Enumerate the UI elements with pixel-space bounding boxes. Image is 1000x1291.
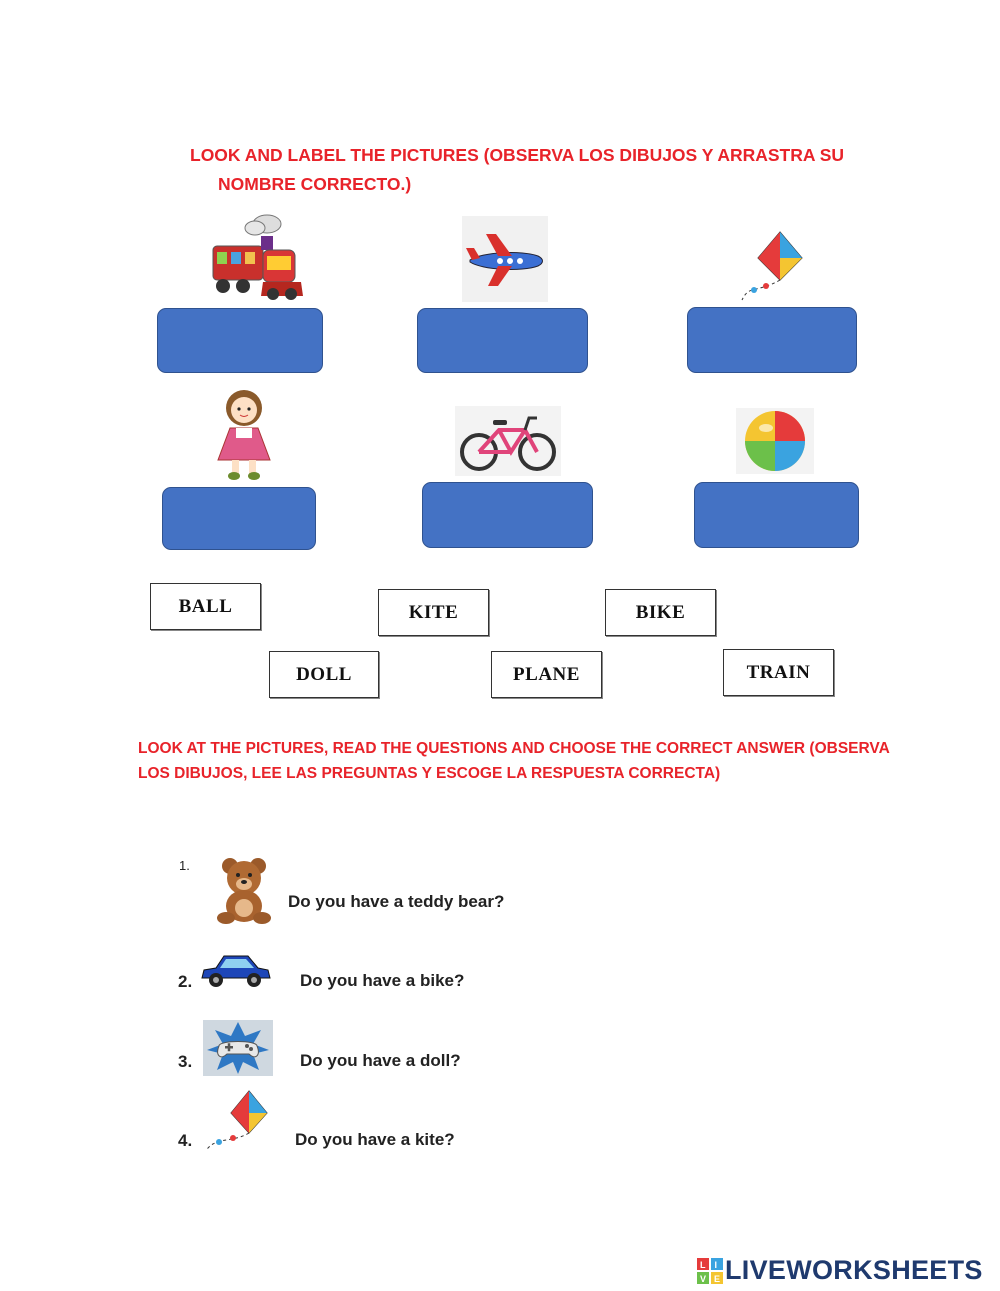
label-drop-box-ball[interactable]: [694, 482, 859, 548]
label-drop-box-kite[interactable]: [687, 307, 857, 373]
bike-icon: [455, 406, 561, 476]
svg-text:I: I: [714, 1260, 718, 1270]
liveworksheets-logo-icon: [697, 1258, 723, 1284]
teddy-bear-icon: [214, 856, 274, 926]
svg-text:E: E: [714, 1274, 721, 1284]
label-drop-box-doll[interactable]: [162, 487, 316, 550]
question-number: 4.: [178, 1131, 193, 1150]
question-text: Do you have a teddy bear?: [288, 892, 505, 911]
question-text: Do you have a doll?: [300, 1051, 461, 1070]
doll-icon: [210, 384, 278, 482]
word-bike[interactable]: BIKE: [605, 589, 716, 636]
word-kite[interactable]: KITE: [378, 589, 489, 636]
question-number: 1.: [179, 858, 190, 873]
plane-icon: [462, 216, 548, 302]
word-doll[interactable]: DOLL: [269, 651, 379, 698]
section2-title-line1: LOOK AT THE PICTURES, READ THE QUESTIONS AND CHOOSE THE CORRECT ANSWER (OBSERVA: [138, 740, 890, 757]
word-plane[interactable]: PLANE: [491, 651, 602, 698]
svg-text:V: V: [700, 1274, 707, 1284]
kite-icon: [736, 228, 820, 302]
question-text: Do you have a bike?: [300, 971, 465, 990]
svg-text:L: L: [700, 1260, 706, 1270]
word-train[interactable]: TRAIN: [723, 649, 834, 696]
ball-icon: [736, 408, 814, 474]
question-text: Do you have a kite?: [295, 1130, 455, 1149]
question-number: 2.: [178, 972, 193, 991]
word-ball[interactable]: BALL: [150, 583, 261, 630]
question-number: 3.: [178, 1052, 193, 1071]
label-drop-box-bike[interactable]: [422, 482, 593, 548]
kite-icon: [203, 1089, 275, 1151]
section2-title-line2: LOS DIBUJOS, LEE LAS PREGUNTAS Y ESCOGE LA RESPUESTA CORRECTA): [138, 765, 721, 782]
section1-title-line1: LOOK AND LABEL THE PICTURES (OBSERVA LOS DIBUJOS Y ARRASTRA SU: [190, 145, 845, 165]
label-drop-box-plane[interactable]: [417, 308, 588, 373]
train-icon: [207, 210, 303, 302]
section1-title-line2: NOMBRE CORRECTO.): [218, 174, 412, 194]
label-drop-box-train[interactable]: [157, 308, 323, 373]
game-controller-icon: [203, 1020, 273, 1076]
car-icon: [198, 950, 272, 990]
brand-name: LIVEWORKSHEETS: [725, 1255, 983, 1285]
